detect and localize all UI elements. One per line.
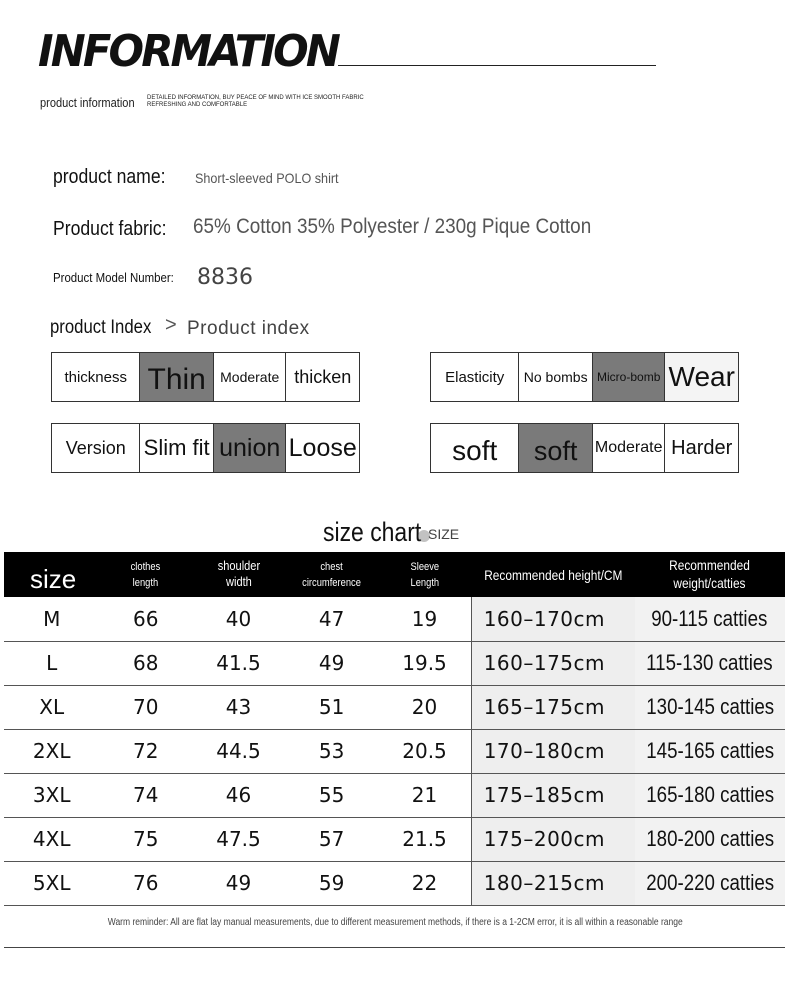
header-tagline-line2: REFRESHING AND COMFORTABLE	[147, 102, 248, 108]
cell-weight: 115-130 catties	[635, 641, 785, 685]
cell-sleeve: 21.5	[378, 817, 471, 861]
cell-length: 66	[99, 597, 192, 641]
cell-length: 75	[99, 817, 192, 861]
cell-height: 160–170cm	[471, 597, 634, 641]
cell-shoulder: 44.5	[192, 729, 285, 773]
elasticity-index	[430, 352, 739, 402]
softness-option-moderate: Moderate	[593, 424, 666, 472]
cell-height: 175–185cm	[471, 773, 634, 817]
cell-chest: 53	[285, 729, 378, 773]
header-recommended-weight: Recommended weight/catties	[635, 552, 785, 597]
cell-size: 2XL	[4, 729, 99, 773]
header-subtitle: product information	[40, 95, 135, 110]
cell-shoulder: 46	[192, 773, 285, 817]
header-tagline-line1: DETAILED INFORMATION, BUY PEACE OF MIND WITH ICE SMOOTH FABRIC	[147, 95, 364, 101]
cell-length: 70	[99, 685, 192, 729]
table-row	[4, 773, 785, 817]
cell-chest: 59	[285, 861, 378, 905]
cell-sleeve: 20.5	[378, 729, 471, 773]
cell-length: 76	[99, 861, 192, 905]
size-chart-table	[4, 552, 785, 906]
size-chart-title-en: SIZE	[428, 526, 460, 542]
cell-height: 180–215cm	[471, 861, 634, 905]
thickness-label: thickness	[52, 353, 140, 401]
cell-sleeve: 19	[378, 597, 471, 641]
elasticity-option-no-bombs: No bombs	[519, 353, 593, 401]
softness-option-harder: Harder	[671, 436, 733, 459]
header-shoulder-width: shoulder width	[192, 552, 285, 597]
size-chart-header-row	[4, 552, 785, 597]
product-index-title: product Index	[50, 317, 152, 338]
softness-index	[430, 423, 739, 473]
version-index	[51, 423, 360, 473]
bottom-divider	[4, 947, 785, 948]
cell-sleeve: 21	[378, 773, 471, 817]
chevron-right-icon: >	[165, 314, 177, 336]
product-fabric-label: Product fabric:	[53, 218, 167, 240]
version-option-union: union	[214, 424, 287, 472]
cell-height: 170–180cm	[471, 729, 634, 773]
thickness-option-thicken: thicken	[294, 366, 352, 387]
product-model-value: 8836	[197, 265, 253, 290]
header-size: size	[4, 552, 99, 597]
softness-option-soft: soft	[519, 424, 593, 472]
cell-chest: 51	[285, 685, 378, 729]
warm-reminder: Warm reminder: All are flat lay manual measurements, due to different measurement methods, if there is a 1-2CM error, it is all within a reasonable range	[107, 917, 683, 928]
cell-height: 160–175cm	[471, 641, 634, 685]
cell-sleeve: 20	[378, 685, 471, 729]
table-row	[4, 685, 785, 729]
cell-weight: 165-180 catties	[635, 773, 785, 817]
cell-size: L	[4, 641, 99, 685]
title-underline	[338, 65, 656, 66]
header-recommended-height: Recommended height/CM	[471, 552, 634, 597]
cell-height: 165–175cm	[471, 685, 634, 729]
cell-length: 68	[99, 641, 192, 685]
cell-weight: 90-115 catties	[635, 597, 785, 641]
cell-weight: 180-200 catties	[635, 817, 785, 861]
table-row	[4, 861, 785, 905]
cell-length: 74	[99, 773, 192, 817]
version-option-loose: Loose	[288, 433, 357, 462]
size-chart-title: size chart	[323, 517, 422, 547]
product-model-label: Product Model Number:	[53, 270, 174, 285]
page-title: INFORMATION	[38, 26, 338, 77]
thickness-option-thin: Thin	[140, 353, 214, 401]
cell-size: 3XL	[4, 773, 99, 817]
cell-size: M	[4, 597, 99, 641]
thickness-index	[51, 352, 360, 402]
cell-weight: 145-165 catties	[635, 729, 785, 773]
cell-chest: 57	[285, 817, 378, 861]
cell-chest: 47	[285, 597, 378, 641]
elasticity-option-wear: Wear	[665, 353, 738, 401]
cell-size: 4XL	[4, 817, 99, 861]
cell-weight: 200-220 catties	[635, 861, 785, 905]
product-index-subtitle: Product index	[187, 318, 310, 339]
table-row	[4, 597, 785, 641]
cell-chest: 49	[285, 641, 378, 685]
header-clothes-length: clothes length	[99, 552, 192, 597]
cell-shoulder: 40	[192, 597, 285, 641]
cell-chest: 55	[285, 773, 378, 817]
table-row	[4, 817, 785, 861]
product-name-value: Short-sleeved POLO shirt	[195, 170, 339, 186]
product-fabric-value: 65% Cotton 35% Polyester / 230g Pique Cotton	[193, 215, 592, 238]
cell-shoulder: 49	[192, 861, 285, 905]
cell-weight: 130-145 catties	[635, 685, 785, 729]
cell-height: 175–200cm	[471, 817, 634, 861]
cell-length: 72	[99, 729, 192, 773]
elasticity-option-micro-bomb: Micro-bomb	[593, 353, 666, 401]
version-option-slim-fit: Slim fit	[140, 424, 214, 472]
cell-size: 5XL	[4, 861, 99, 905]
header-tagline	[147, 95, 364, 109]
header-chest-circumference: chest circumference	[285, 552, 378, 597]
table-row	[4, 729, 785, 773]
elasticity-label: Elasticity	[431, 353, 519, 401]
header-sleeve-length: Sleeve Length	[378, 552, 471, 597]
cell-sleeve: 22	[378, 861, 471, 905]
thickness-option-moderate: Moderate	[214, 353, 287, 401]
product-name-label: product name:	[53, 166, 166, 188]
cell-shoulder: 43	[192, 685, 285, 729]
cell-shoulder: 47.5	[192, 817, 285, 861]
table-row	[4, 641, 785, 685]
cell-sleeve: 19.5	[378, 641, 471, 685]
cell-shoulder: 41.5	[192, 641, 285, 685]
version-label: Version	[52, 424, 140, 472]
cell-size: XL	[4, 685, 99, 729]
softness-label: soft	[431, 424, 519, 472]
